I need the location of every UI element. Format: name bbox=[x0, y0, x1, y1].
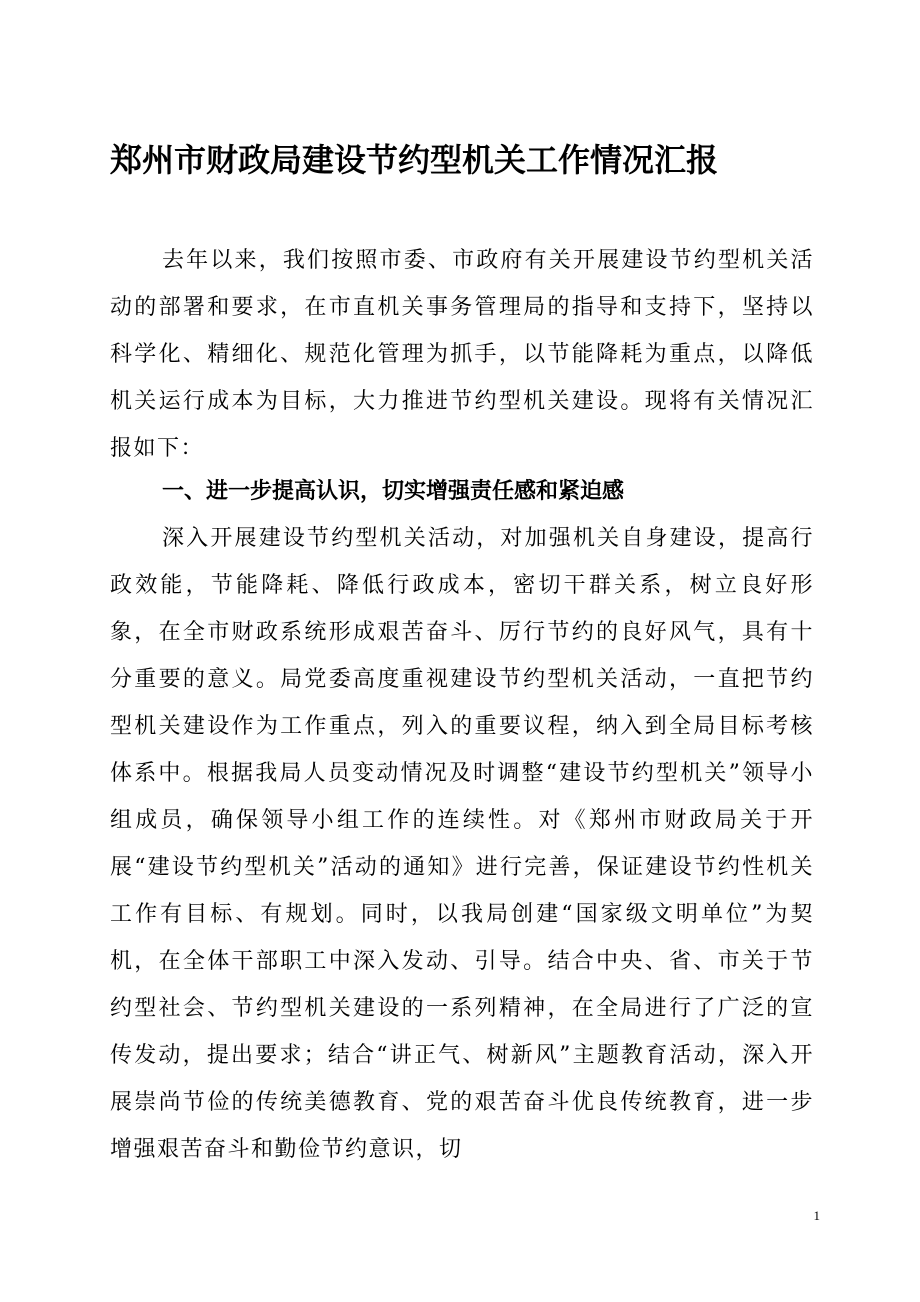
intro-paragraph: 去年以来，我们按照市委、市政府有关开展建设节约型机关活动的部署和要求，在市直机关事务管理局的指导和支持下，坚持以科学化、精细化、规范化管理为抓手，以节能降耗为重点，以降低机关运行成本为目标，大力推进节约型机关建设。现将有关情况汇报如下： bbox=[110, 248, 814, 461]
page-number: 1 bbox=[813, 1208, 820, 1223]
section-heading: 一、进一步提高认识，切实增强责任感和紧迫感 bbox=[162, 479, 625, 504]
section-paragraph: 深入开展建设节约型机关活动，对加强机关自身建设，提高行政效能，节能降耗、降低行政成本，密切干群关系，树立良好形象，在全市财政系统形成艰苦奋斗、厉行节约的良好风气，具有十分重要的意义。局党委高度重视建设节约型机关活动，一直把节约型机关建设作为工作重点，列入的重要议程，纳入到全局目标考核体系中。根据我局人员变动情况及时调整“建设节约型机关”领导小组成员，确保领导小组工作的连续性。对《郑州市财政局关于开展“建设节约型机关”活动的通知》进行完善，保证建设节约性机关工作有目标、有规划。同时，以我局创建“国家级文明单位”为契机，在全体干部职工中深入发动、引导。结合中央、省、市关于节约型社会、节约型机关建设的一系列精神，在全局进行了广泛的宣传发动，提出要求；结合“讲正气、树新风”主题教育活动，深入开展崇尚节俭的传统美德教育、党的艰苦奋斗优良传统教育，进一步增强艰苦奋斗和勤俭节约意识，切 bbox=[110, 526, 814, 1162]
document-title: 郑州市财政局建设节约型机关工作情况汇报 bbox=[110, 141, 719, 179]
